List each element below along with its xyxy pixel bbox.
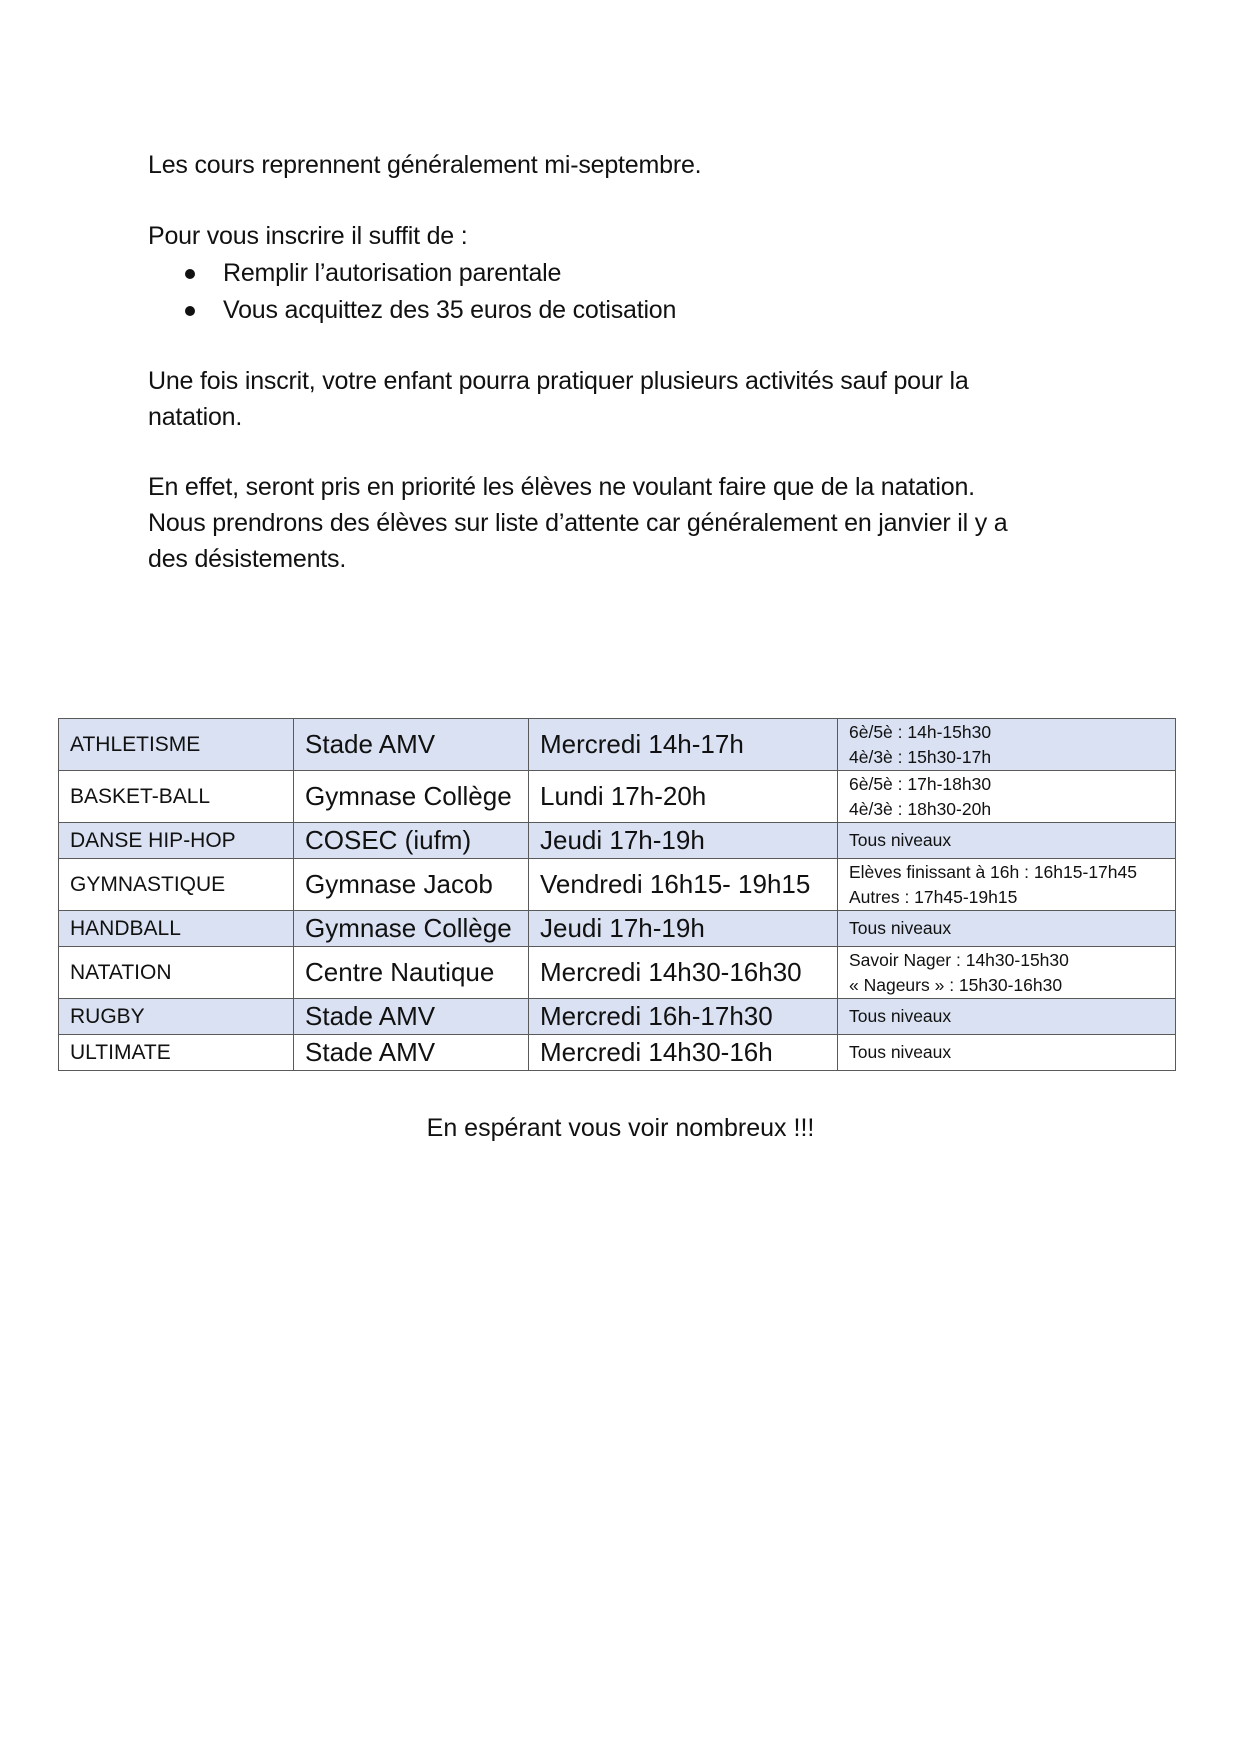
activity-cell: NATATION	[59, 947, 294, 999]
level-line: 6è/5è : 17h-18h30	[849, 773, 992, 794]
level-line: Tous niveaux	[849, 830, 952, 850]
place-cell: Gymnase Collège	[294, 771, 529, 823]
table-row	[59, 771, 1176, 823]
level-cell	[838, 911, 1176, 947]
registration-steps-list	[185, 255, 1085, 329]
level-cell	[838, 1035, 1176, 1071]
level-line: 4è/3è : 18h30-20h	[849, 798, 992, 819]
bullet-icon	[185, 269, 195, 279]
intro-paragraph-2	[148, 218, 1088, 254]
time-cell: Vendredi 16h15- 19h15	[529, 859, 838, 911]
level-line: Tous niveaux	[849, 1042, 952, 1062]
list-item	[185, 292, 1085, 329]
time-cell: Mercredi 14h30-16h30	[529, 947, 838, 999]
level-cell	[838, 719, 1176, 771]
intro-paragraph-4	[148, 469, 1088, 577]
time-cell: Jeudi 17h-19h	[529, 823, 838, 859]
paragraph-line: Une fois inscrit, votre enfant pourra pratiquer plusieurs activités sauf pour la	[148, 367, 969, 395]
table-row	[59, 719, 1176, 771]
level-cell	[838, 947, 1176, 999]
time-cell: Jeudi 17h-19h	[529, 911, 838, 947]
level-line: Tous niveaux	[849, 1006, 952, 1026]
level-line: Autres : 17h45-19h15	[849, 886, 1018, 907]
time-cell: Mercredi 14h-17h	[529, 719, 838, 771]
activity-cell: DANSE HIP-HOP	[59, 823, 294, 859]
level-cell	[838, 859, 1176, 911]
level-line: Elèves finissant à 16h : 16h15-17h45	[849, 861, 1137, 882]
place-cell: Gymnase Collège	[294, 911, 529, 947]
paragraph-line: des désistements.	[148, 545, 347, 573]
place-cell: Centre Nautique	[294, 947, 529, 999]
paragraph-line: En effet, seront pris en priorité les élèves ne voulant faire que de la natation.	[148, 473, 975, 501]
level-line: Savoir Nager : 14h30-15h30	[849, 949, 1069, 970]
intro-text: Pour vous inscrire il suffit de :	[148, 222, 468, 250]
list-item	[185, 255, 1085, 292]
table-row	[59, 859, 1176, 911]
table-row	[59, 999, 1176, 1035]
activity-cell: ULTIMATE	[59, 1035, 294, 1071]
level-cell	[838, 823, 1176, 859]
level-cell	[838, 999, 1176, 1035]
closing-message	[0, 1110, 1241, 1146]
paragraph-line: Nous prendrons des élèves sur liste d’attente car généralement en janvier il y a	[148, 509, 1008, 537]
place-cell: Stade AMV	[294, 999, 529, 1035]
level-line: 6è/5è : 14h-15h30	[849, 721, 992, 742]
table-row	[59, 911, 1176, 947]
activity-cell: GYMNASTIQUE	[59, 859, 294, 911]
place-cell: Gymnase Jacob	[294, 859, 529, 911]
list-item-text: Remplir l’autorisation parentale	[223, 259, 562, 287]
closing-text: En espérant vous voir nombreux !!!	[426, 1114, 815, 1142]
intro-paragraph-3	[148, 363, 1088, 435]
intro-paragraph-1	[148, 147, 1088, 183]
level-line: Tous niveaux	[849, 918, 952, 938]
level-line: « Nageurs » : 15h30-16h30	[849, 974, 1063, 995]
place-cell: Stade AMV	[294, 1035, 529, 1071]
activity-cell: RUGBY	[59, 999, 294, 1035]
activity-cell: HANDBALL	[59, 911, 294, 947]
level-cell	[838, 771, 1176, 823]
table-row	[59, 823, 1176, 859]
time-cell: Mercredi 14h30-16h	[529, 1035, 838, 1071]
table-row	[59, 1035, 1176, 1071]
list-item-text: Vous acquittez des 35 euros de cotisation	[223, 296, 677, 324]
place-cell: COSEC (iufm)	[294, 823, 529, 859]
bullet-icon	[185, 306, 195, 316]
level-line: 4è/3è : 15h30-17h	[849, 746, 992, 767]
time-cell: Lundi 17h-20h	[529, 771, 838, 823]
paragraph-line: natation.	[148, 403, 243, 431]
table-row	[59, 947, 1176, 999]
activities-schedule-table	[58, 718, 1176, 1071]
place-cell: Stade AMV	[294, 719, 529, 771]
activity-cell: BASKET-BALL	[59, 771, 294, 823]
time-cell: Mercredi 16h-17h30	[529, 999, 838, 1035]
activity-cell: ATHLETISME	[59, 719, 294, 771]
intro-text: Les cours reprennent généralement mi-septembre.	[148, 151, 702, 179]
